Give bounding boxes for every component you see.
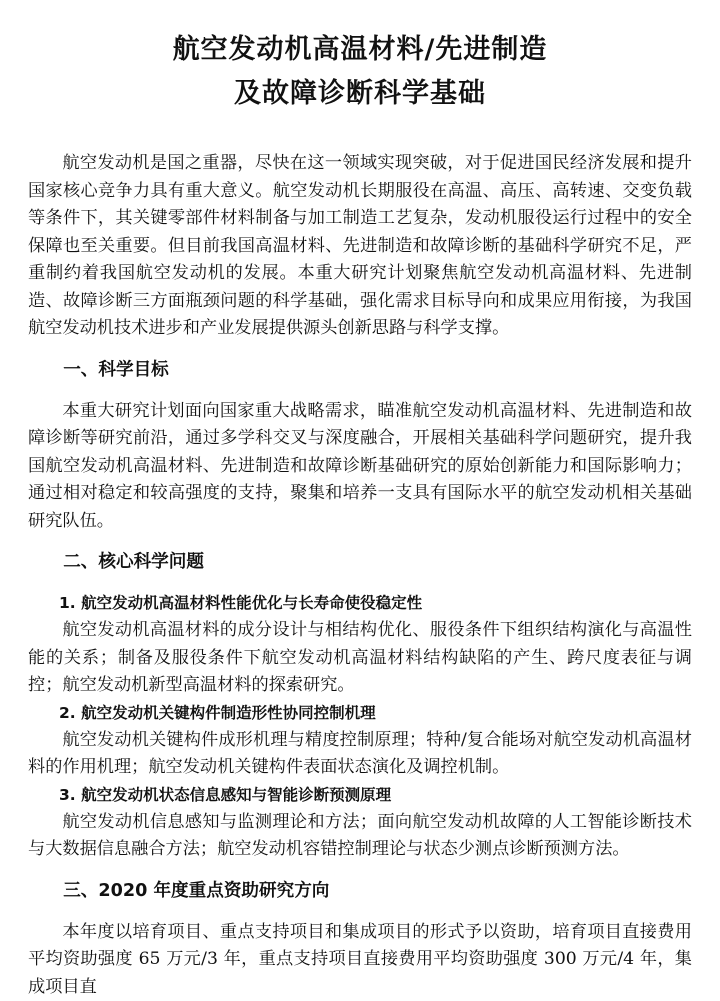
document-title-line2: 及故障诊断科学基础 xyxy=(28,72,692,116)
core-problem-3-body: 航空发动机信息感知与监测理论和方法；面向航空发动机故障的人工智能诊断技术与大数据信息融合方法；航空发动机容错控制理论与状态少测点诊断预测方法。 xyxy=(28,809,692,864)
goals-paragraph: 本重大研究计划面向国家重大战略需求，瞄准航空发动机高温材料、先进制造和故障诊断等研究前沿，通过多学科交叉与深度融合，开展相关基础科学问题研究，提升我国航空发动机高温材料、先进制造和故障诊断基础研究的原始创新能力和国际影响力；通过相对稳定和较高强度的支持，聚集和培养一支具有国际水平的航空发动机相关基础研究队伍。 xyxy=(28,398,692,536)
core-problem-1-body: 航空发动机高温材料的成分设计与相结构优化、服役条件下组织结构演化与高温性能的关系；制备及服役条件下航空发动机高温材料结构缺陷的产生、跨尺度表征与调控；航空发动机新型高温材料的探索研究。 xyxy=(28,617,692,700)
core-problem-2-heading: 2. 航空发动机关键构件制造形性协同控制机理 xyxy=(28,700,692,727)
section-heading-goals: 一、科学目标 xyxy=(28,356,692,384)
core-problem-3-heading: 3. 航空发动机状态信息感知与智能诊断预测原理 xyxy=(28,782,692,809)
core-problem-2-body: 航空发动机关键构件成形机理与精度控制原理；特种/复合能场对航空发动机高温材料的作用机理；航空发动机关键构件表面状态演化及调控机制。 xyxy=(28,727,692,782)
title-block xyxy=(28,28,692,116)
section-heading-2020-directions: 三、2020 年度重点资助研究方向 xyxy=(28,877,692,905)
intro-paragraph: 航空发动机是国之重器，尽快在这一领域实现突破，对于促进国民经济发展和提升国家核心竞争力具有重大意义。航空发动机长期服役在高温、高压、高转速、交变负载等条件下，其关键零部件材料制备与加工制造工艺复杂，发动机服役运行过程中的安全保障也至关重要。但目前我国高温材料、先进制造和故障诊断的基础科学研究不足，严重制约着我国航空发动机的发展。本重大研究计划聚焦航空发动机高温材料、先进制造、故障诊断三方面瓶颈问题的科学基础，强化需求目标导向和成果应用衔接，为我国航空发动机技术进步和产业发展提供源头创新思路与科学支撑。 xyxy=(28,150,692,343)
document-title-line1: 航空发动机高温材料/先进制造 xyxy=(28,28,692,72)
directions-paragraph: 本年度以培育项目、重点支持项目和集成项目的形式予以资助，培育项目直接费用平均资助强度 65 万元/3 年，重点支持项目直接费用平均资助强度 300 万元/4 年，集成项目直 xyxy=(28,919,692,1001)
core-problem-1-heading: 1. 航空发动机高温材料性能优化与长寿命使役稳定性 xyxy=(28,590,692,617)
section-heading-core-problems: 二、核心科学问题 xyxy=(28,548,692,576)
